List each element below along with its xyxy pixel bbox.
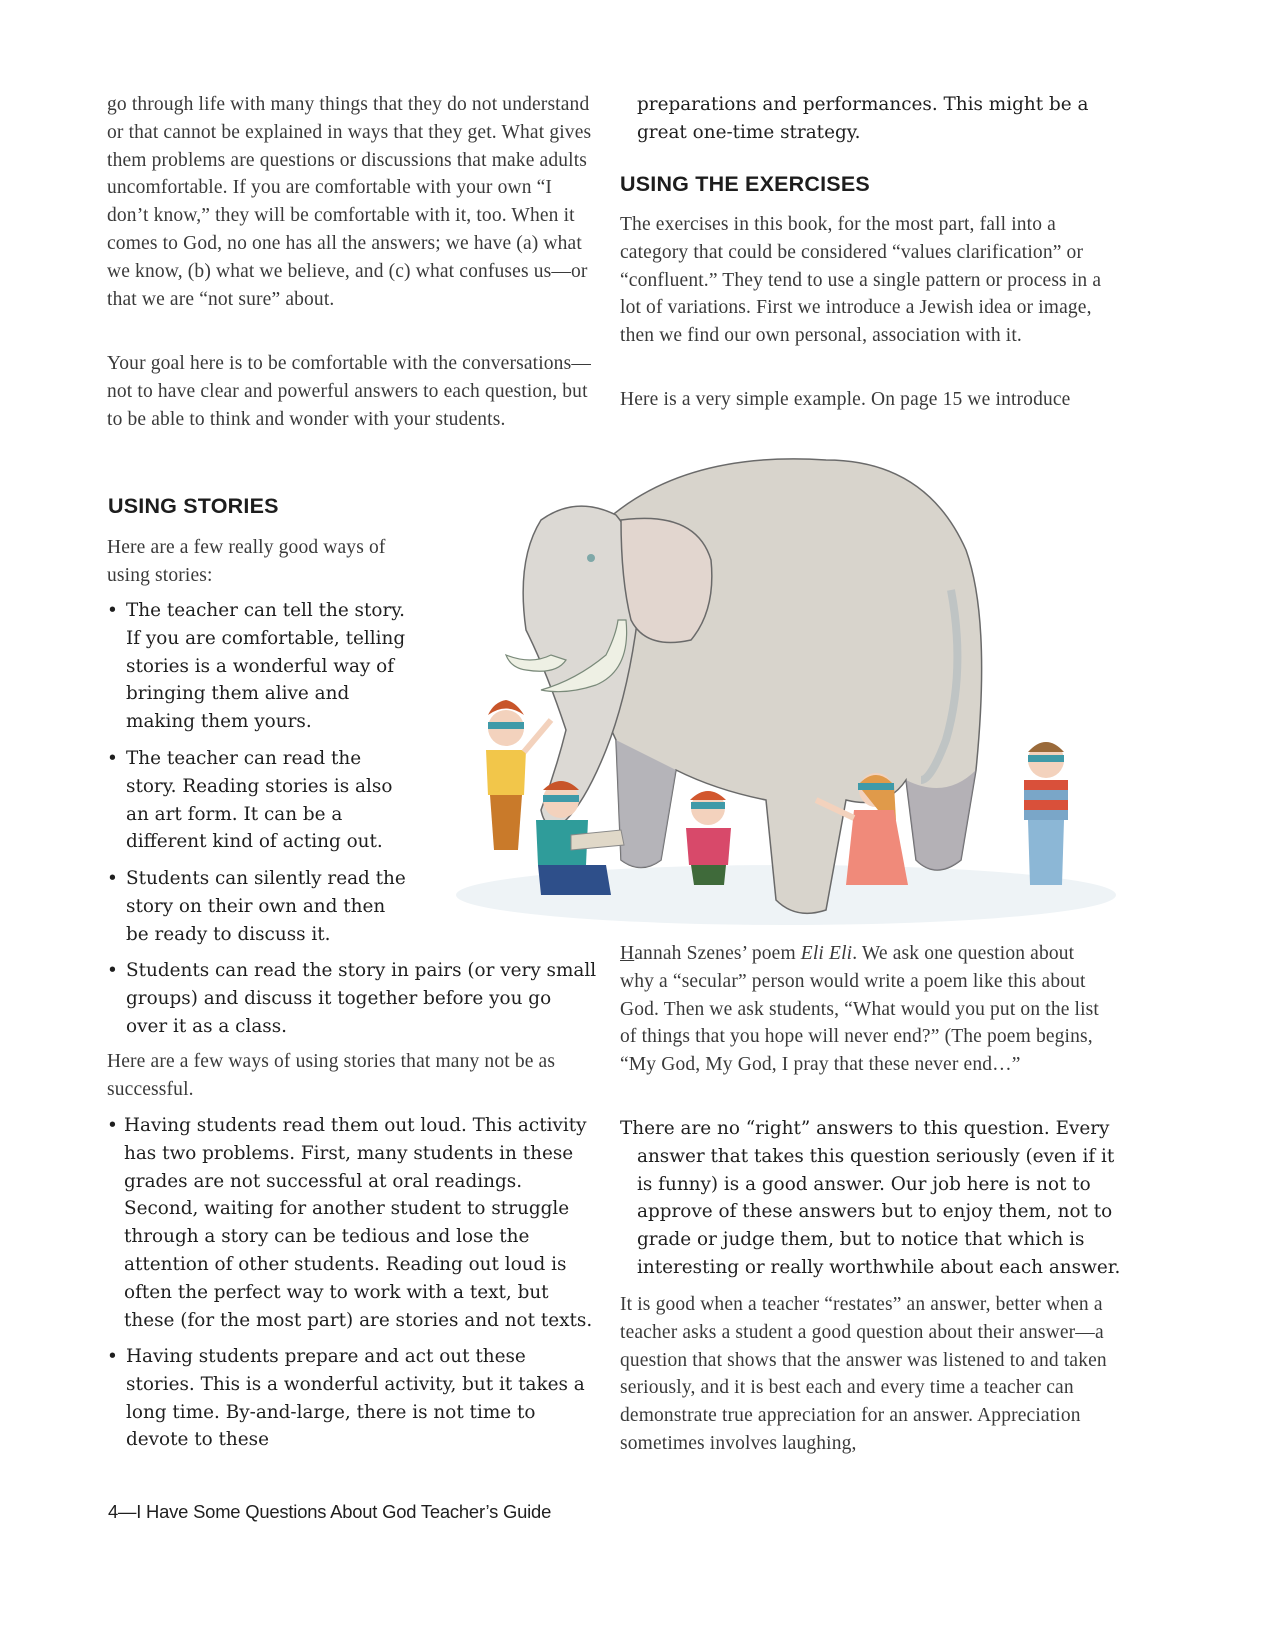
using-exercises-heading: USING THE EXERCISES xyxy=(620,172,870,196)
bullet-icon: • xyxy=(107,1346,118,1367)
list-item xyxy=(107,745,413,856)
underlined-initial: H xyxy=(620,943,635,964)
good-ways-list-3 xyxy=(107,865,413,948)
bullet-icon: • xyxy=(107,1115,118,1136)
bullet-icon: • xyxy=(107,600,118,621)
less-successful-list-2 xyxy=(107,1343,597,1454)
poem-title: Eli Eli xyxy=(800,943,853,964)
no-right-answers-paragraph: There are no “right” answers to this question. Every answer that takes this question seriously (even if it is funny) is a good answer. Our job here is not to approve of these answers but to enjoy them, not to grade or judge them, but to notice that which is interesting or really worthwhile about each answer. xyxy=(620,1118,1121,1278)
continued-bullet-text: preparations and performances. This might be a great one-time strategy. xyxy=(637,94,1089,143)
list-item xyxy=(107,865,413,948)
list-item-text: Having students prepare and act out these stories. This is a wonderful activity, but it takes a long time. By-and-large, there is not time to devote to these xyxy=(126,1346,585,1451)
page-footer xyxy=(108,1501,551,1523)
list-item xyxy=(107,957,597,1040)
example-text-b: . We ask one question about why a “secular” person would write a poem like this about God. Then we ask students, “What would you put on the list of things that you hope will never end?” (The poem begins, “My God, My God, I pray that these never end…” xyxy=(620,943,1099,1076)
less-successful-list xyxy=(107,1112,597,1334)
elephant-illustration xyxy=(446,440,1120,935)
child-pink-shirt xyxy=(686,791,731,885)
book-title: I Have Some Questions About God Teacher’s Guide xyxy=(136,1501,552,1522)
list-item-text: Students can silently read the story on their own and then be ready to discuss it. xyxy=(126,868,406,945)
exercises-paragraph: The exercises in this book, for the most part, fall into a category that could be considered “values clarification” or “confluent.” They tend to use a single pattern or process in a lot of variations. First we introduce a Jewish idea or image, then we find our own personal, association with it. xyxy=(620,214,1102,347)
less-successful-intro: Here are a few ways of using stories that many not be as successful. xyxy=(107,1051,556,1100)
list-item-text: The teacher can read the story. Reading stories is also an art form. It can be a different kind of acting out. xyxy=(126,748,393,853)
example-intro: Here is a very simple example. On page 15 we introduce xyxy=(620,389,1071,410)
list-item xyxy=(107,1343,597,1454)
page-number: 4 xyxy=(108,1501,119,1522)
restates-paragraph: It is good when a teacher “restates” an answer, better when a teacher asks a student a good question about their answer—a question that shows that the answer was listened to and taken seriously, and it is best each and every time a teacher can demonstrate true appreciation for an answer. Appreciation sometimes involves laughing, xyxy=(620,1294,1107,1454)
list-item-text: The teacher can tell the story. If you are comfortable, telling stories is a wonderful way of bringing them alive and making them yours. xyxy=(126,600,406,733)
goal-paragraph: Your goal here is to be comfortable with the conversations—not to have clear and powerful answers to each question, but to be able to think and wonder with your students. xyxy=(107,353,591,430)
good-ways-list-4 xyxy=(107,957,597,1040)
stories-intro: Here are a few really good ways of using stories: xyxy=(107,537,386,586)
bullet-icon: • xyxy=(107,748,118,769)
intro-paragraph: go through life with many things that they do not understand or that cannot be explained in ways that they get. What gives them problems are questions or discussions that make adults uncomfortable. If you are comfortable with your own “I don’t know,” they will be comfortable with it, too. When it comes to God, no one has all the answers; we have (a) what we know, (b) what we believe, and (c) what confuses us—or that we are “not sure” about. xyxy=(107,94,592,310)
bullet-icon: • xyxy=(107,868,118,889)
list-item xyxy=(107,1112,597,1334)
elephant-eye xyxy=(587,554,595,562)
elephant-ear xyxy=(621,518,712,642)
example-paragraph xyxy=(620,940,1110,1079)
using-stories-heading: USING STORIES xyxy=(108,494,279,518)
example-text-a: annah Szenes’ poem xyxy=(634,943,801,964)
list-item-text: Having students read them out loud. This activity has two problems. First, many students in these grades are not successful at oral readings. Second, waiting for another student to struggle through a story can be tedious and lose the attention of other students. Reading out loud is often the perfect way to work with a text, but these (for the most part) are stories and not texts. xyxy=(124,1115,593,1331)
bullet-icon: • xyxy=(107,960,118,981)
good-ways-list-2 xyxy=(107,745,413,856)
list-item xyxy=(107,597,413,736)
list-item-text: Students can read the story in pairs (or very small groups) and discuss it together before you go over it as a class. xyxy=(126,960,597,1037)
good-ways-list xyxy=(107,597,413,736)
footer-separator: — xyxy=(118,1501,137,1522)
child-striped-shirt xyxy=(1024,742,1068,885)
